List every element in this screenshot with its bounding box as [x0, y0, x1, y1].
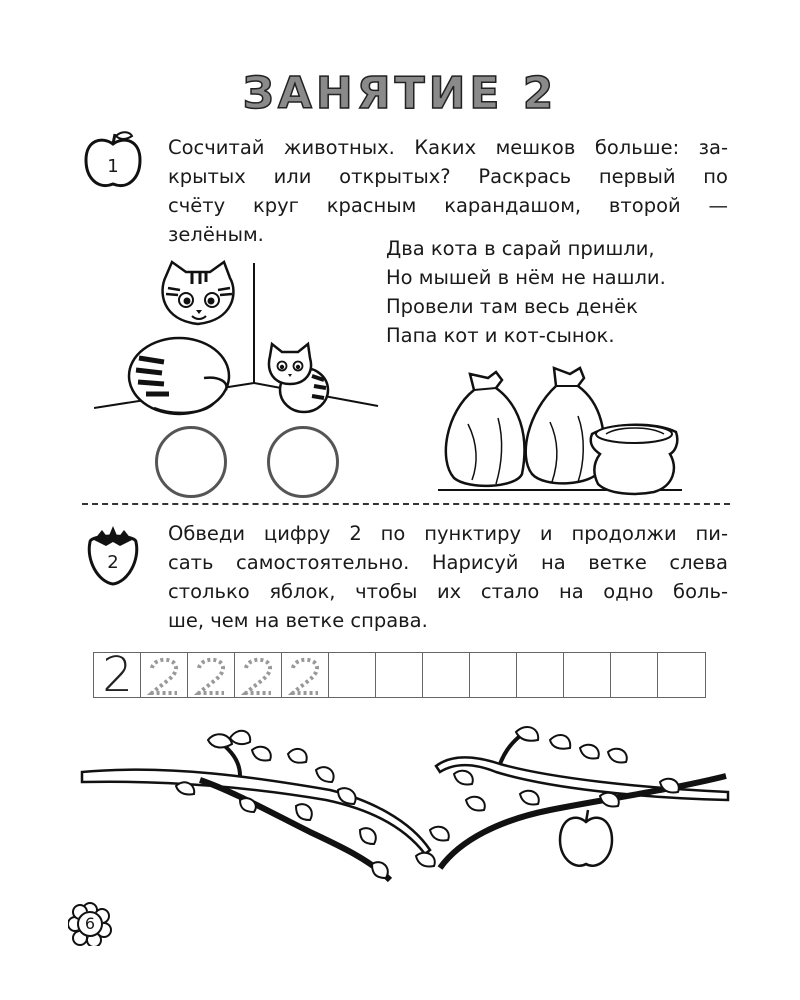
empty-writing-cell[interactable]	[517, 653, 564, 697]
empty-writing-cell[interactable]	[658, 653, 705, 697]
task2-instructions	[168, 519, 728, 635]
task1-line: Сосчитай животных. Каких мешков больше: за-	[168, 136, 728, 159]
trace-digit-cell[interactable]	[235, 653, 282, 697]
poem	[386, 234, 736, 350]
task1-line: зелёным.	[168, 223, 264, 246]
empty-writing-cell[interactable]	[376, 653, 423, 697]
section-divider	[82, 503, 730, 505]
task2-line: ше, чем на ветке справа.	[168, 609, 428, 632]
empty-writing-cell[interactable]	[611, 653, 658, 697]
poem-line: Папа кот и кот-сынок.	[386, 324, 615, 347]
trace-digit-cell[interactable]	[141, 653, 188, 697]
task2-number: 2	[107, 552, 119, 573]
strawberry-task-badge	[80, 520, 146, 588]
dotted-digit-two	[141, 653, 187, 697]
branches-illustration	[80, 720, 730, 890]
task1-instructions	[168, 133, 728, 249]
dotted-digit-two	[282, 653, 328, 697]
task1-line: счёту круг красным карандашом, второй —	[168, 194, 728, 217]
empty-writing-cell[interactable]	[423, 653, 470, 697]
poem-line: Провели там весь денёк	[386, 295, 638, 318]
dotted-digit-two	[188, 653, 234, 697]
trace-digit-cell[interactable]	[282, 653, 329, 697]
trace-digit-cell[interactable]	[188, 653, 235, 697]
task2-line: Обведи цифру 2 по пунктиру и продолжи пи-	[168, 522, 728, 545]
apple-on-branch	[560, 810, 612, 866]
sample-digit: 2	[102, 647, 133, 703]
counting-circle-1[interactable]	[155, 426, 227, 498]
task2-line: сать самостоятельно. Нарисуй на ветке слева	[168, 551, 728, 574]
page-number-badge	[68, 902, 112, 946]
empty-writing-cell[interactable]	[329, 653, 376, 697]
counting-circle-2[interactable]	[267, 426, 339, 498]
sample-digit-cell	[94, 647, 141, 703]
task1-number: 1	[107, 156, 119, 177]
empty-writing-cell[interactable]	[564, 653, 611, 697]
page-number: 6	[84, 914, 96, 933]
left-branch[interactable]	[82, 731, 430, 880]
dotted-digit-two	[235, 653, 281, 697]
sacks-illustration	[438, 364, 682, 496]
poem-line: Но мышей в нём не нашли.	[386, 266, 666, 289]
empty-writing-cell[interactable]	[470, 653, 517, 697]
task1-line: крытых или открытых? Раскрась первый по	[168, 165, 728, 188]
apple-task-badge	[80, 128, 146, 194]
poem-line: Два кота в сарай пришли,	[386, 237, 655, 260]
cats-illustration	[94, 258, 380, 428]
right-branch[interactable]	[416, 727, 728, 868]
task2-line: столько яблок, чтобы их стало на одно боль-	[168, 580, 728, 603]
lesson-title: ЗАНЯТИЕ 2	[242, 68, 558, 119]
writing-grid	[93, 647, 706, 703]
